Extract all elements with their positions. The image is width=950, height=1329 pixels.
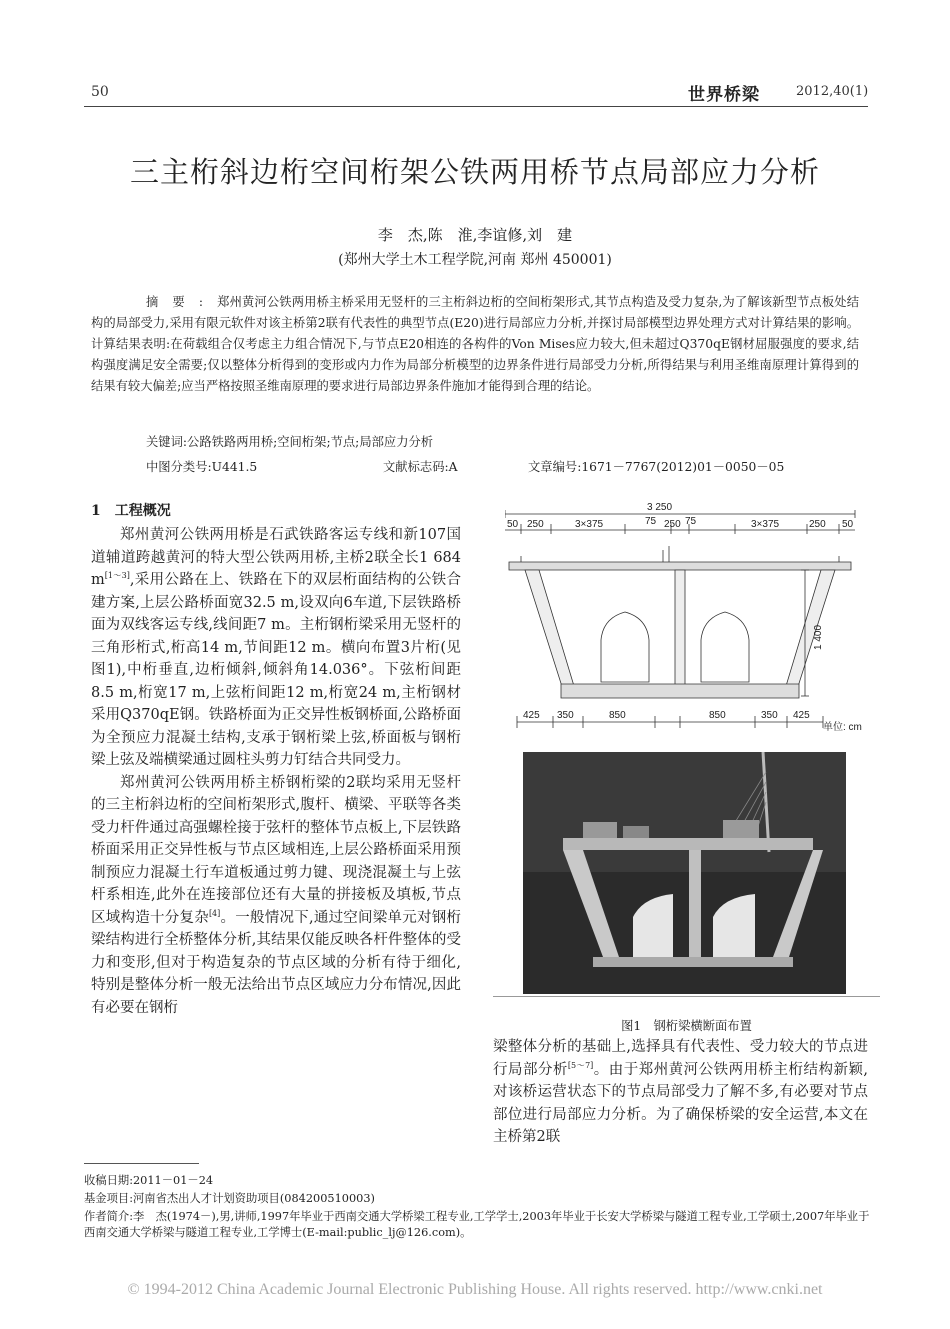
dim-label: 75 [645,516,657,527]
lower-deck [593,957,793,967]
paragraph-2: 郑州黄河公铁两用桥主桥钢桁梁的2联均采用无竖杆的三主桁斜边桁的空间桁架形式,腹杆、横梁、平联等各类受力杆件通过高强螺栓接于弦杆的整体节点板上,下层铁路桥面采用正交异性板与节点区域相连,上层公路桥面采用预制预应力混凝土行车道板通过剪力键、现浇混凝土与上弦杆系相连,此外在连接部位还有大量的拼接板及填板,节点区域构造十分复杂[4]。一般情况下,通过空间梁单元对钢桁梁结构进行全桥整体分析,其结果仅能反映各杆件整体的受力和变形,但对于构造复杂的节点区域的分析有待于细化,特别是整体分析一般无法给出节点区域应力分布情况,因此有必要在钢桁 [91,774,462,1016]
copyright-notice: © 1994-2012 China Academic Journal Electronic Publishing House. All rights reserved. http://www.cnki.net [127,1281,823,1298]
right-column [493,1036,868,1149]
dim-label: 350 [557,710,574,721]
dim-label: 3×375 [751,519,780,530]
affiliation: (郑州大学土木工程学院,河南 郑州 450001) [338,252,612,268]
dim-label: 425 [523,710,540,721]
dim-label: 850 [609,710,626,721]
figure-rule [493,996,880,997]
journal-issue: 2012,40(1) [796,84,869,99]
abstract-text: 郑州黄河公铁两用桥主桥采用无竖杆的三主桁斜边桁的空间桁架形式,其节点构造及受力复杂,为了解该新型节点板处结构的局部受力,采用有限元软件对该主桥第2联有代表性的典型节点(E20)进行局部应力分析,并探讨局部模型边界处理方式对计算结果的影响。计算结果表明:在荷载组合仅考虑主力组合情况下,与节点E20相连的各构件的Von Mises应力较大,但未超过Q370qE钢材屈服强度的要求,结构强度满足安全需要;仅以整体分析得到的变形或内力作为局部分析模型的边界条件进行局部受力分析,所得结果与利用圣维南原理计算得到的结果有较大偏差;应当严格按照圣维南原理的要求进行局部边界条件施加才能得到合理的结论。 [91,295,859,393]
document-code: 文献标志码:A [383,460,458,474]
cross-section-diagram [505,500,885,745]
dim-label: 250 [527,519,544,530]
dim-label: 250 [664,519,681,530]
article-number: 文章编号:1671－7767(2012)01－0050－05 [528,460,785,474]
citation: [1～3] [104,571,130,581]
train-outline [701,612,749,682]
left-truss [525,570,577,696]
dim-label: 425 [793,710,810,721]
abstract-label: 摘要: [146,295,218,309]
authors: 李 杰,陈 淮,李谊修,刘 建 [377,226,573,244]
center-truss [675,570,685,696]
classification-number: 中图分类号:U441.5 [146,460,258,474]
middle-chord [689,850,701,958]
author-info: 作者简介:李 杰(1974－),男,讲师,1997年毕业于西南交通大学桥梁工程专业,工学学士,2003年毕业于长安大学桥梁与隧道工程专业,工学硕士,2007年毕业于西南交通大学桥梁与隧道工程专业,工学博士(E-mail:public_lj@126.com)。 [84,1210,870,1239]
railway-deck [561,684,799,698]
figure-caption: 图1 钢桁梁横断面布置 [621,1019,752,1033]
train-outline [601,612,649,682]
unit-label: 单位: cm [823,722,862,733]
left-column [91,524,461,1019]
dim-height: 1 400 [813,624,824,650]
header-rule [84,106,868,107]
highway-deck [509,562,851,570]
dim-label: 850 [709,710,726,721]
received-date: 收稿日期:2011－01－24 [84,1174,214,1187]
paper-title: 三主桁斜边桁空间桁架公铁两用桥节点局部应力分析 [129,155,820,189]
bridge-rendering-image [523,752,846,994]
abstract [91,292,859,397]
dim-label: 350 [761,710,778,721]
journal-name: 世界桥梁 [688,85,760,105]
right-truss [783,570,835,696]
dim-label: 250 [809,519,826,530]
section-heading: 1 工程概况 [91,503,171,519]
dim-total: 3 250 [647,502,673,513]
dim-label: 75 [685,516,697,527]
dim-label: 50 [842,519,854,530]
footnote-rule [84,1163,199,1164]
citation: [5～7] [567,1060,594,1070]
dim-label: 3×375 [575,519,604,530]
paragraph-3: 梁整体分析的基础上,选择具有代表性、受力较大的节点进行局部分析[5～7]。由于郑州黄河公铁两用桥主桁结构新颖,对该桥运营状态下的节点局部受力了解不多,有必要对节点部位进行局部应力分析。为了确保桥梁的安全运营,本文在主桥第2联 [493,1039,869,1145]
paragraph-1: 郑州黄河公铁两用桥是石武铁路客运专线和新107国道辅道跨越黄河的特大型公铁两用桥,主桥2联全长1 684 m[1～3],采用公路在上、铁路在下的双层桁面结构的公铁合建方案,上层公路桥面宽32.5 m,设双向6车道,下层铁路桥面为双线客运专线,线间距7 m。主桁钢桁梁采用无竖杆的三角形桁式,桁高14 m,节间距12 m。横向布置3片桁(见图1),中桁垂直,边桁倾斜,倾斜角14.036°。下弦桁间距8.5 m,桁宽17 m,上弦桁间距12 m,桁宽24 m,主桁钢材采用Q370qE钢。铁路桥面为正交异性板钢桥面,公路桥面为全预应力混凝土结构,支承于钢桁梁上弦,桥面板与钢桁梁上弦及端横梁通过圆柱头剪力钉结合共同受力。 [91,527,462,768]
fund-info: 基金项目:河南省杰出人才计划资助项目(084200510003) [84,1192,375,1205]
page-number: 50 [91,84,109,100]
keywords: 关键词:公路铁路两用桥;空间桁架;节点;局部应力分析 [146,435,434,449]
citation: [4] [208,908,221,918]
upper-deck [563,838,813,850]
dim-label: 50 [507,519,519,530]
